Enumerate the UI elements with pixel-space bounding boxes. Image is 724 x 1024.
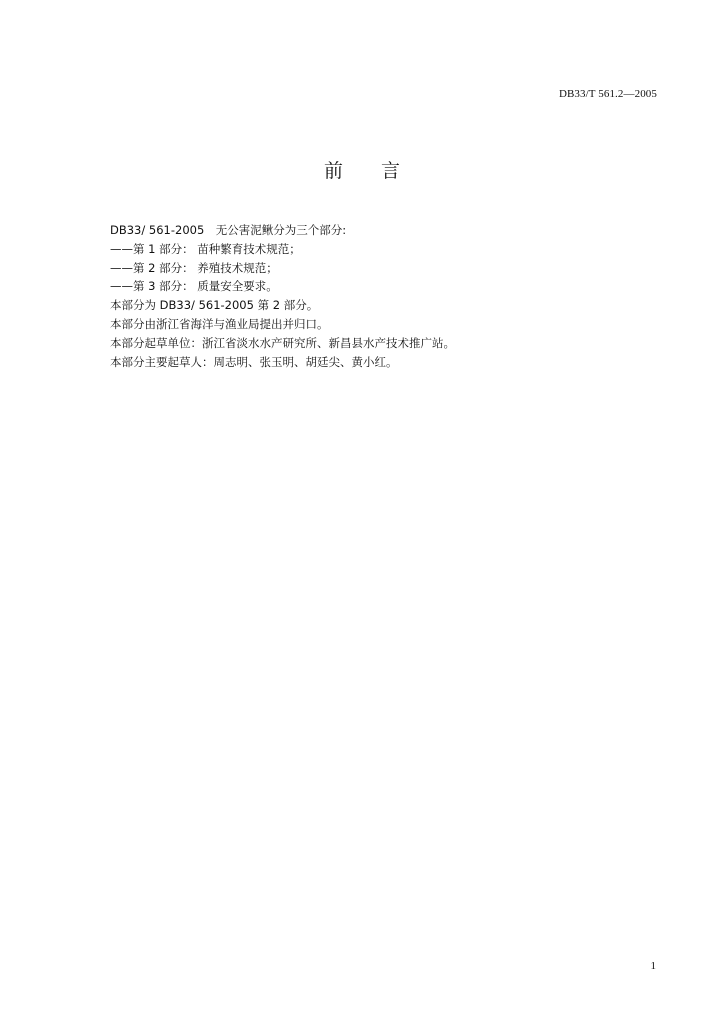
title-char-1: 前 [323, 160, 343, 182]
body-line-proposer: 本部分由浙江省海洋与渔业局提出并归口。 [110, 316, 329, 331]
title-char-2: 言 [381, 160, 401, 182]
body-line-drafting-units: 本部分起草单位：浙江省淡水水产研究所、新昌县水产技术推广站。 [110, 335, 455, 350]
standard-number: DB33/T 561.2—2005 [558, 88, 657, 100]
body-line-this-part: 本部分为 DB33/ 561-2005 第 2 部分。 [110, 298, 319, 313]
page-number: 1 [650, 960, 656, 972]
foreword-body [110, 221, 670, 371]
body-line-part-1: ——第 1 部分： 苗种繁育技术规范； [110, 241, 301, 256]
body-line-part-3: ——第 3 部分： 质量安全要求。 [110, 279, 278, 294]
body-line-parts-intro: DB33/ 561-2005 无公害泥鳅分为三个部分: [110, 223, 347, 237]
page-title [0, 156, 724, 183]
body-line-drafters: 本部分主要起草人：周志明、张玉明、胡廷尖、黄小红。 [110, 354, 398, 369]
body-line-part-2: ——第 2 部分： 养殖技术规范； [110, 260, 278, 275]
